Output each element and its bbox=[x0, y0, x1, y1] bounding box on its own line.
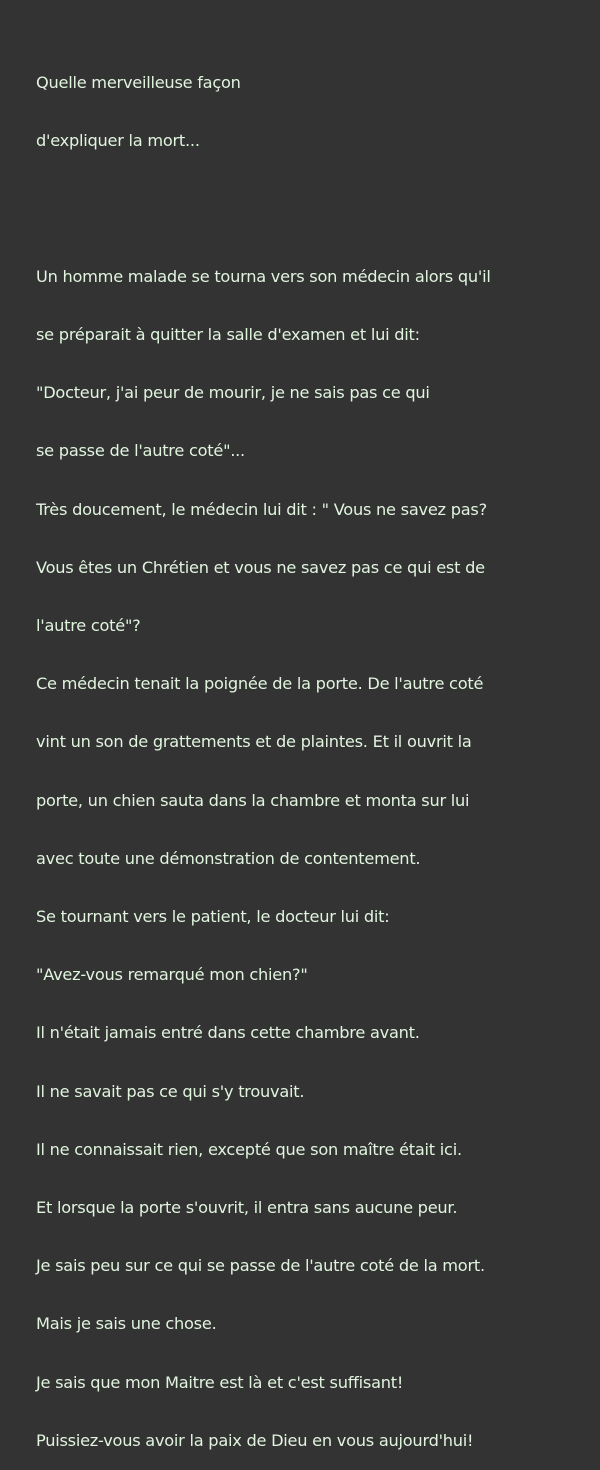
title-line-1: Quelle merveilleuse façon bbox=[36, 72, 241, 92]
story-line-1: Un homme malade se tourna vers son médecin alors qu'il bbox=[36, 266, 491, 286]
story-line-10: porte, un chien sauta dans la chambre et monta sur lui bbox=[36, 790, 470, 810]
story-line-19: Mais je sais une chose. bbox=[36, 1314, 217, 1334]
story-line-7: l'autre coté"? bbox=[36, 616, 141, 636]
story-line-20: Je sais que mon Maitre est là et c'est suffisant! bbox=[36, 1372, 404, 1392]
story-line-3: "Docteur, j'ai peur de mourir, je ne sais pas ce qui bbox=[36, 383, 430, 403]
story-line-2: se préparait à quitter la salle d'examen et lui dit: bbox=[36, 325, 420, 345]
story-line-12: Se tournant vers le patient, le docteur lui dit: bbox=[36, 907, 390, 927]
story-line-5: Très doucement, le médecin lui dit : " Vous ne savez pas? bbox=[36, 499, 487, 519]
story-line-15: Il ne savait pas ce qui s'y trouvait. bbox=[36, 1081, 305, 1101]
message-text-panel bbox=[36, 34, 576, 1470]
story-line-4: se passe de l'autre coté"... bbox=[36, 441, 245, 461]
paragraph-spacer bbox=[36, 189, 576, 208]
story-line-18: Je sais peu sur ce qui se passe de l'autre coté de la mort. bbox=[36, 1256, 485, 1276]
story-line-6: Vous êtes un Chrétien et vous ne savez pas ce qui est de bbox=[36, 557, 485, 577]
story-line-17: Et lorsque la porte s'ouvrit, il entra sans aucune peur. bbox=[36, 1198, 458, 1218]
title-line-2: d'expliquer la mort... bbox=[36, 131, 200, 151]
story-line-14: Il n'était jamais entré dans cette chambre avant. bbox=[36, 1023, 420, 1043]
story-line-8: Ce médecin tenait la poignée de la porte. De l'autre coté bbox=[36, 674, 484, 694]
story-line-16: Il ne connaissait rien, excepté que son maître était ici. bbox=[36, 1139, 462, 1159]
story-line-9: vint un son de grattements et de plaintes. Et il ouvrit la bbox=[36, 732, 472, 752]
story-line-13: "Avez-vous remarqué mon chien?" bbox=[36, 965, 308, 985]
story-line-11: avec toute une démonstration de contentement. bbox=[36, 848, 421, 868]
story-line-21: Puissiez-vous avoir la paix de Dieu en vous aujourd'hui! bbox=[36, 1430, 474, 1450]
